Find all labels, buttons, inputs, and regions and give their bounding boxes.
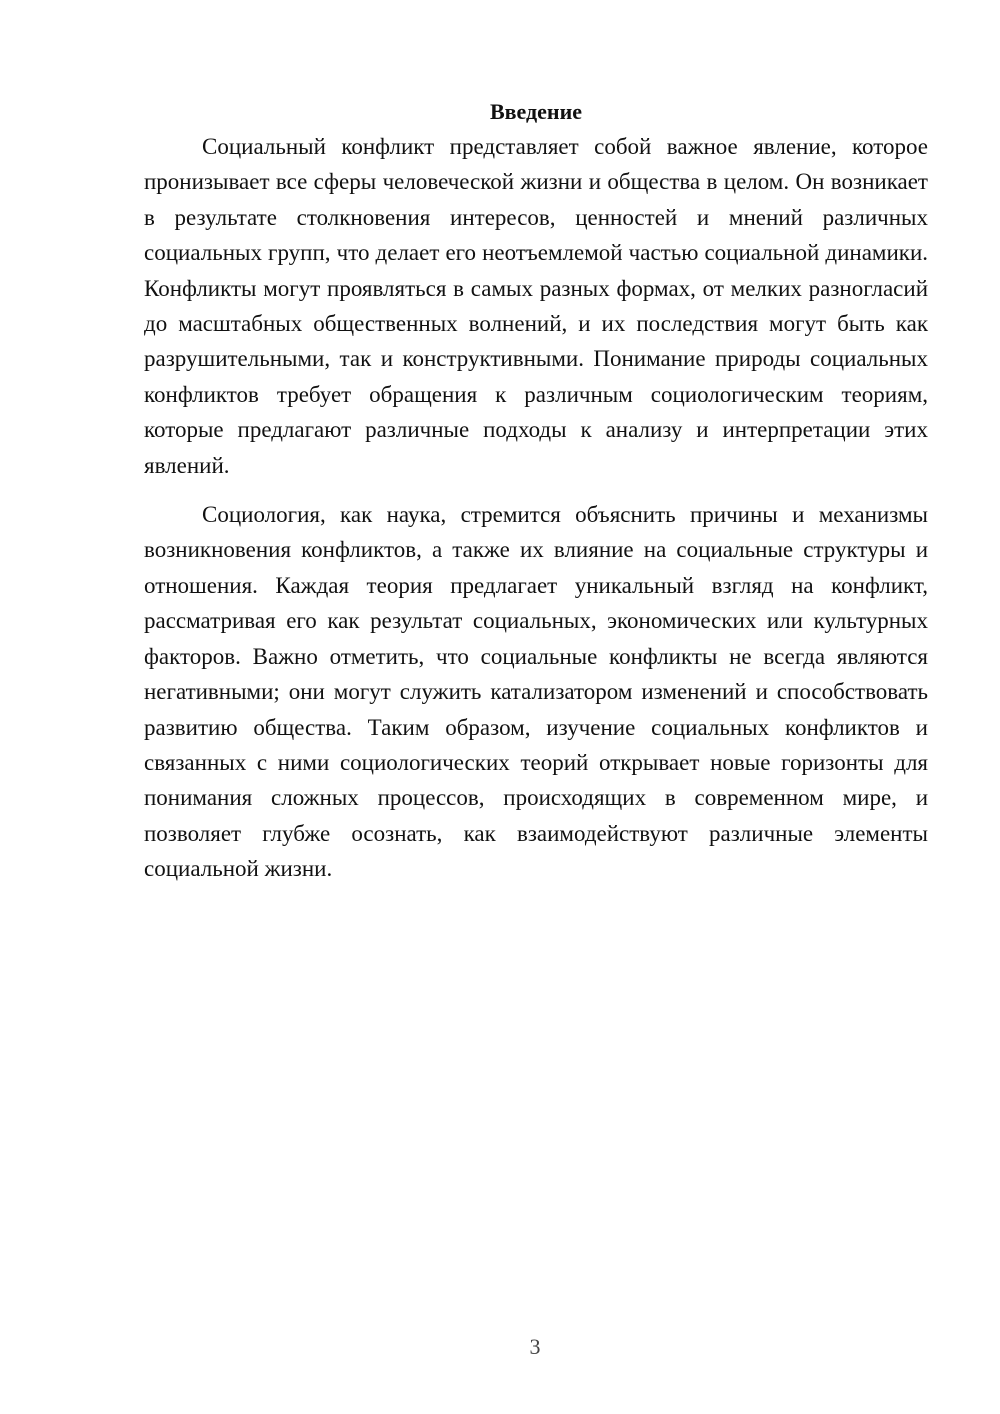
page-content — [144, 94, 928, 887]
section-heading: Введение — [489, 99, 583, 124]
paragraph-2: Социология, как наука, стремится объяснить причины и механизмы возникновения конфликтов, а также их влияние на социальные структуры и отношения. Каждая теория предлагает уникальный взгляд на конфликт, рассматривая его как результат социальных, экономических или культурных факторов. Важно отметить, что социальные конфликты не всегда являются негативными; они могут служить катализатором изменений и способствовать развитию общества. Таким образом, изучение социальных конфликтов и связанных с ними социологических теорий открывает новые горизонты для понимания сложных процессов, происходящих в современном мире, и позволяет глубже осознать, как взаимодействуют различные элементы социальной жизни. — [144, 502, 928, 882]
paragraph-1: Социальный конфликт представляет собой важное явление, которое пронизывает все сферы человеческой жизни и общества в целом. Он возникает в результате столкновения интересов, ценностей и мнений различных социальных групп, что делает его неотъемлемой частью социальной динамики. Конфликты могут проявляться в самых разных формах, от мелких разногласий до масштабных общественных волнений, и их последствия могут быть как разрушительными, так и конструктивными. Понимание природы социальных конфликтов требует обращения к различным социологическим теориям, которые предлагают различные подходы к анализу и интерпретации этих явлений. — [144, 134, 928, 478]
page-number: 3 — [529, 1334, 541, 1359]
